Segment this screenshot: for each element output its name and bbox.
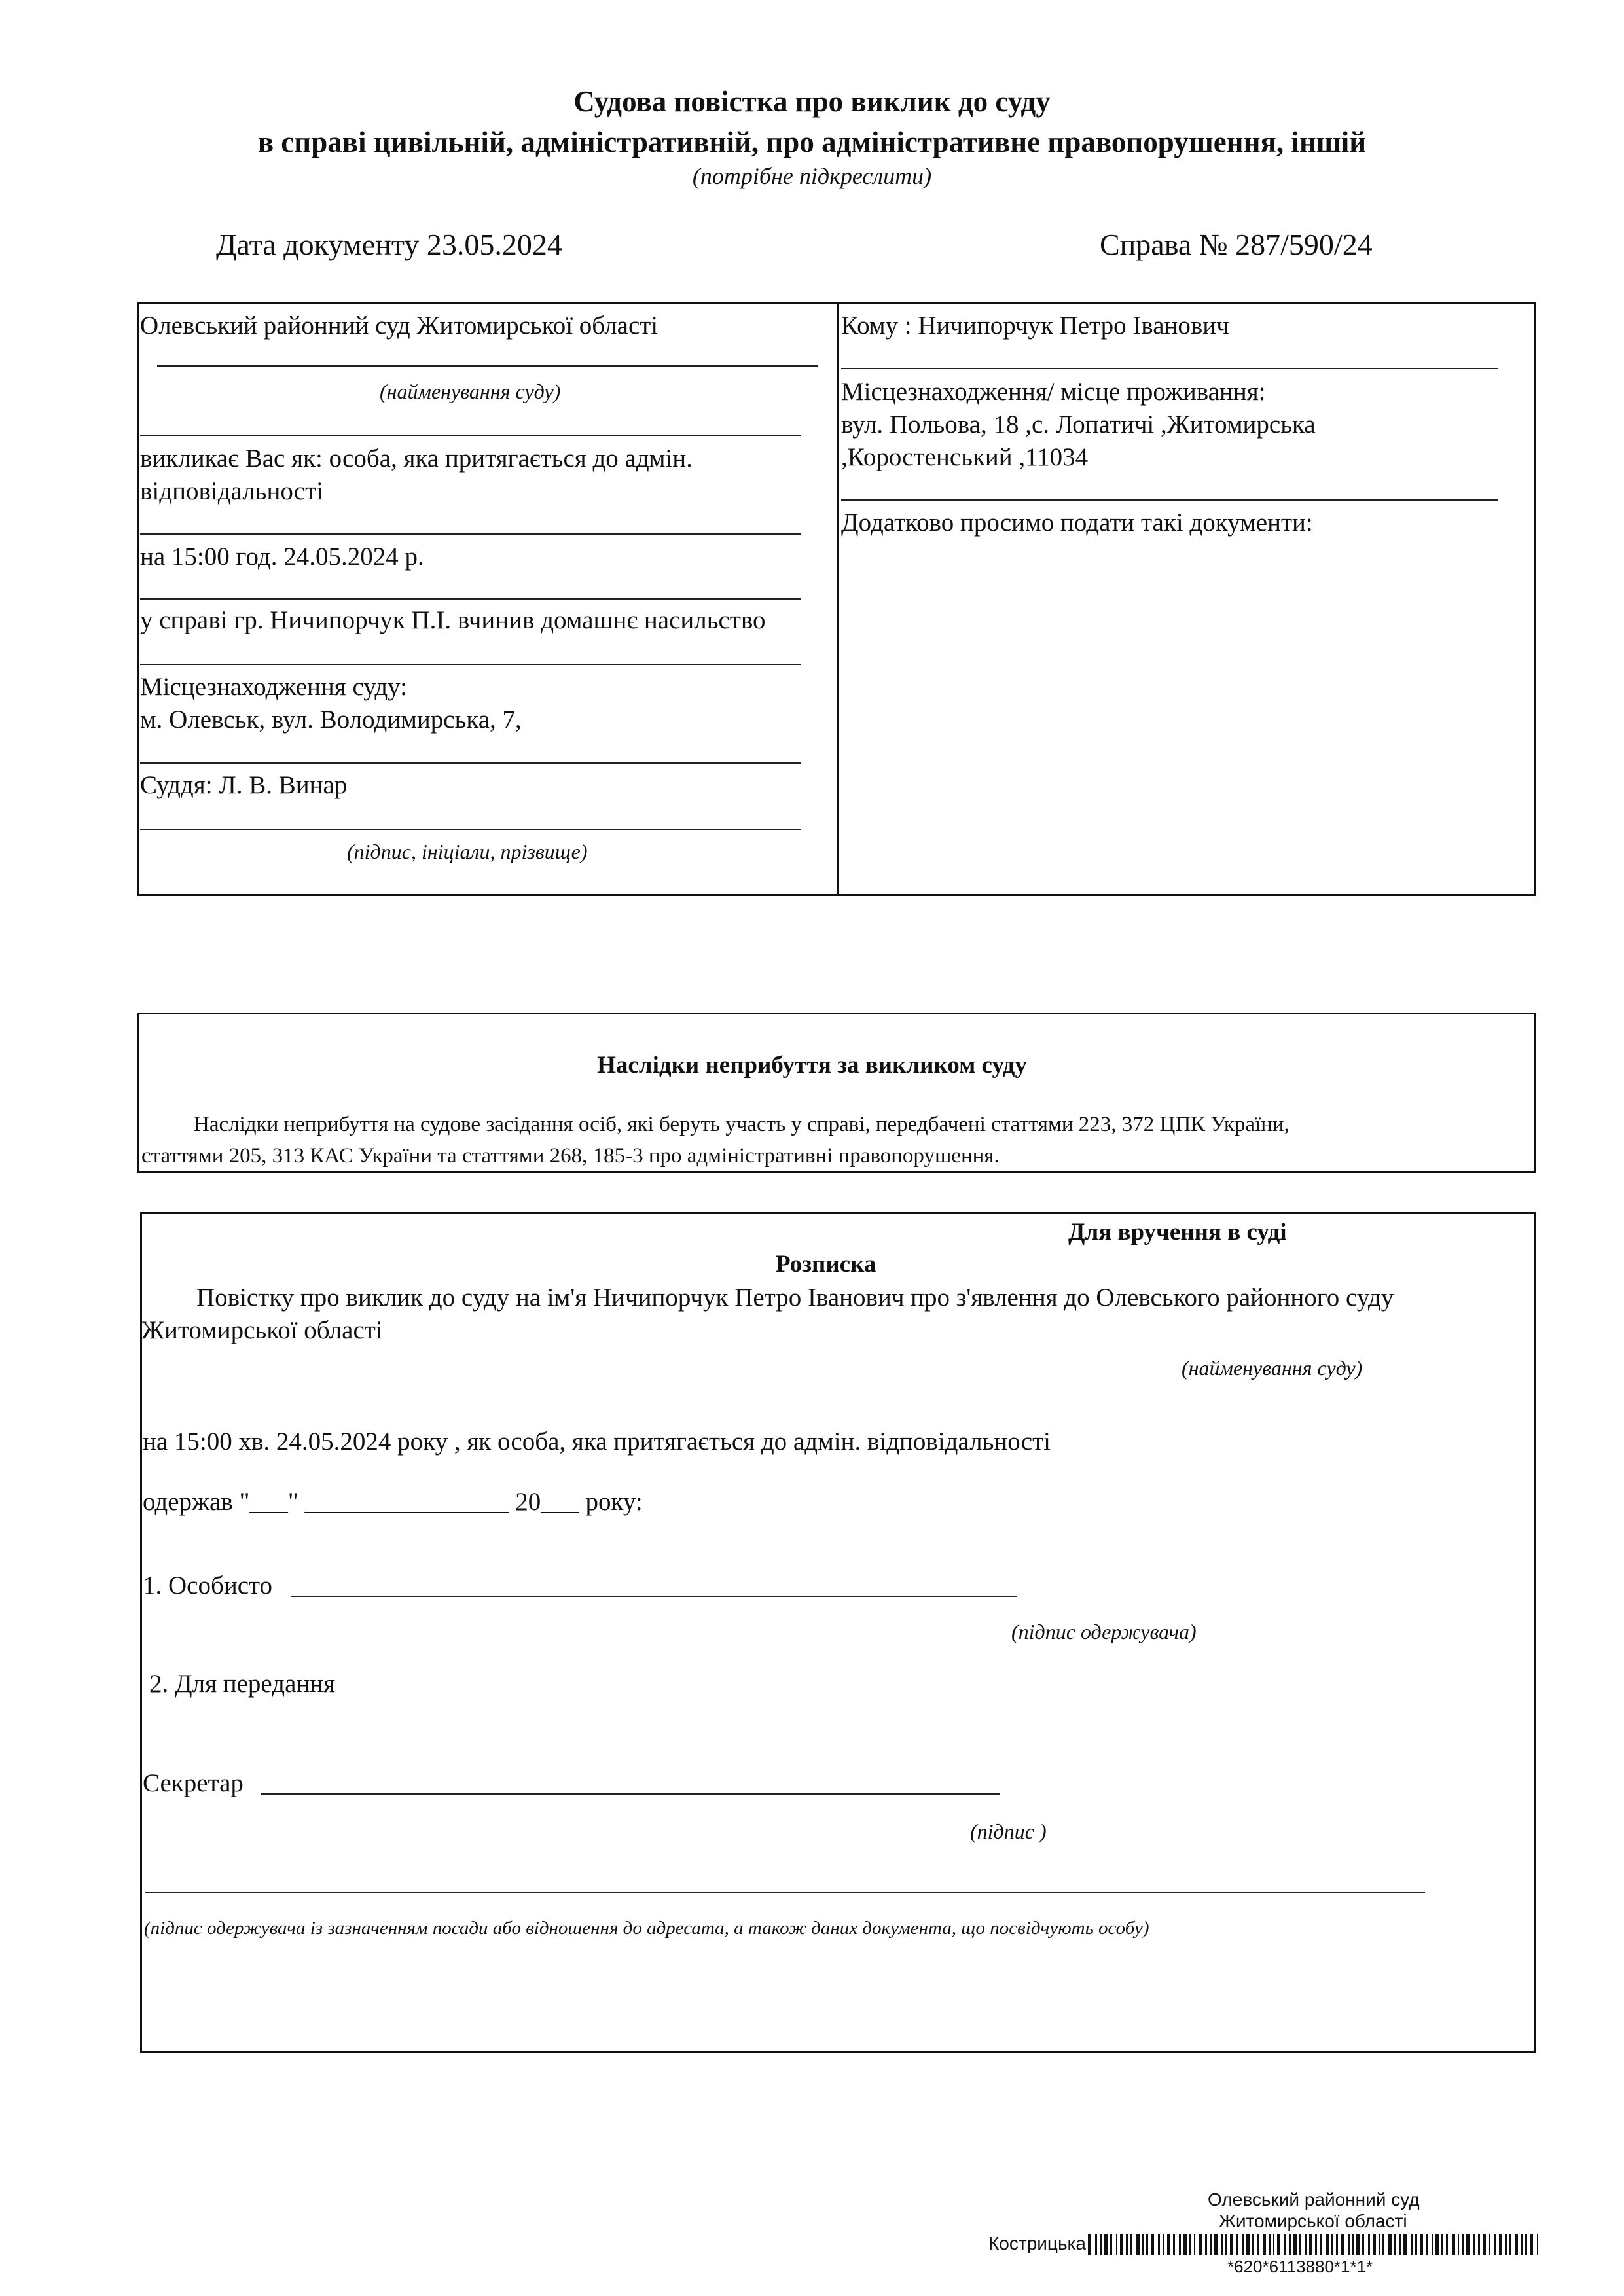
barcode-bar — [1289, 2234, 1291, 2255]
barcode-bar — [1473, 2234, 1475, 2255]
barcode-bar — [1136, 2234, 1140, 2255]
receipt-text-line2: Житомирської області — [141, 1316, 383, 1344]
recipient-signature-note: (підпис одержувача) — [1011, 1620, 1197, 1643]
judge-signature-note: (підпис, ініціали, прізвище) — [347, 840, 588, 863]
barcode-bar — [1173, 2234, 1175, 2255]
barcode-bar — [1225, 2234, 1227, 2255]
barcode-bar — [1505, 2234, 1507, 2255]
barcode-bar — [1210, 2234, 1212, 2255]
barcode-bar — [1205, 2234, 1207, 2255]
court-location: м. Олевськ, вул. Володимирська, 7, — [140, 706, 522, 734]
barcode-bar — [1277, 2234, 1280, 2255]
address-rule — [841, 499, 1498, 501]
address-line1: вул. Польова, 18 ,с. Лопатичі ,Житомирська — [841, 410, 1316, 439]
barcode-bar — [1179, 2234, 1181, 2255]
barcode-bar — [1368, 2234, 1370, 2255]
address-line2: ,Коростенський ,11034 — [841, 443, 1089, 471]
barcode-bar — [1100, 2234, 1102, 2255]
underline-note: (потрібне підкреслити) — [692, 163, 932, 189]
barcode-bar — [1273, 2234, 1274, 2255]
barcode-bar — [1257, 2234, 1259, 2255]
separator-rule — [140, 762, 801, 764]
barcode-bar — [1189, 2234, 1191, 2255]
document-date: Дата документу 23.05.2024 — [216, 228, 562, 261]
barcode-bar — [1494, 2234, 1496, 2255]
barcode-bar — [1537, 2234, 1538, 2255]
secretary-signature-line — [261, 1793, 1000, 1795]
barcode-bar — [1441, 2234, 1443, 2255]
case-matter: у справі гр. Ничипорчук П.І. вчинив домашнє насильство — [140, 606, 766, 634]
barcode-bar — [1379, 2234, 1380, 2255]
barcode-bar — [1341, 2234, 1344, 2255]
barcode-bar — [1530, 2234, 1533, 2255]
column-divider — [837, 302, 839, 896]
barcode-bar — [1415, 2234, 1417, 2255]
court-name-rule — [157, 365, 818, 367]
recipient-name: Кому : Ничипорчук Петро Іванович — [841, 312, 1229, 340]
barcode-bar — [1142, 2234, 1144, 2255]
received-date-line: одержав "___" ________________ 20___ року: — [143, 1488, 643, 1516]
barcode-bar — [1230, 2234, 1233, 2255]
barcode-bar — [1356, 2234, 1360, 2255]
barcode-bar — [1388, 2234, 1392, 2255]
receipt-court-note: (найменування суду) — [1182, 1356, 1363, 1380]
barcode-bar — [1525, 2234, 1527, 2255]
barcode-bar — [1214, 2234, 1218, 2255]
court-location-label: Місцезнаходження суду: — [140, 673, 407, 701]
barcode-bar — [1130, 2234, 1132, 2255]
barcode-bar — [1403, 2234, 1407, 2255]
secretary-signature-note: (підпис ) — [970, 1820, 1047, 1843]
barcode-bar — [1309, 2234, 1312, 2255]
separator-rule — [140, 533, 801, 535]
barcode-bar — [1446, 2234, 1448, 2255]
barcode-bar — [1382, 2234, 1384, 2255]
personally-label: 1. Особисто — [143, 1571, 273, 1600]
barcode-bar — [1509, 2234, 1511, 2255]
barcode-bar — [1146, 2234, 1148, 2255]
barcode-bar — [1499, 2234, 1502, 2255]
barcode-bar — [1305, 2234, 1307, 2255]
recipient-rule — [841, 368, 1498, 369]
barcode-bar — [1284, 2234, 1286, 2255]
barcode-bar — [1452, 2234, 1455, 2255]
barcode-bar — [1348, 2234, 1350, 2255]
stamp-clerk: Кострицька — [988, 2233, 1086, 2253]
barcode-bar — [1183, 2234, 1187, 2255]
barcode-bar — [1411, 2234, 1413, 2255]
barcode-bar — [1315, 2234, 1317, 2255]
barcode-bar — [1299, 2234, 1301, 2255]
barcode-bar — [1199, 2234, 1202, 2255]
summons-role-line2: відповідальності — [140, 477, 323, 505]
barcode-bar — [1194, 2234, 1195, 2255]
recipient-full-signature-line — [145, 1892, 1425, 1893]
barcode-bar — [1515, 2234, 1518, 2255]
barcode-bar — [1394, 2234, 1396, 2255]
barcode-bar — [1352, 2234, 1354, 2255]
barcode-bar — [1242, 2234, 1244, 2255]
secretary-label: Секретар — [143, 1769, 244, 1797]
barcode-bar — [1326, 2234, 1329, 2255]
barcode-bar — [1126, 2234, 1128, 2255]
barcode-bar — [1336, 2234, 1338, 2255]
court-name: Олевський районний суд Житомирської області — [140, 312, 659, 340]
court-name-note: (найменування суду) — [380, 380, 561, 403]
barcode-bar — [1320, 2234, 1322, 2255]
for-court-delivery: Для вручення в суді — [1068, 1219, 1287, 1246]
document-subtitle: в справі цивільній, адміністративній, про адміністративне правопорушення, іншій — [257, 126, 1367, 158]
barcode-bar — [1466, 2234, 1470, 2255]
recipient-id-note: (підпис одержувача із зазначенням посади або відношення до адресата, а також даних документа, що посвідчують особу) — [144, 1918, 1149, 1939]
barcode-bar — [1373, 2234, 1376, 2255]
documents-request: Додатково просимо подати такі документи: — [841, 509, 1313, 537]
barcode — [1088, 2234, 1546, 2255]
barcode-bar — [1236, 2234, 1238, 2255]
barcode-bar — [1462, 2234, 1464, 2255]
barcode-bar — [1104, 2234, 1108, 2255]
judge-name: Суддя: Л. В. Винар — [140, 771, 348, 799]
barcode-bar — [1399, 2234, 1401, 2255]
barcode-bar — [1362, 2234, 1364, 2255]
barcode-bar — [1432, 2234, 1433, 2255]
for-transfer-label: 2. Для передання — [149, 1670, 336, 1698]
barcode-bar — [1489, 2234, 1490, 2255]
receipt-text-line1: Повістку про виклик до суду на ім'я Ничипорчук Петро Іванович про з'явлення до Олевського районного суду — [196, 1283, 1394, 1312]
personal-signature-line — [291, 1596, 1017, 1597]
consequences-text-line1: Наслідки неприбуття на судове засідання осіб, які беруть участь у справі, передбачені статтями 223, 372 ЦПК України, — [194, 1113, 1290, 1136]
barcode-bar — [1158, 2234, 1160, 2255]
barcode-bar — [1116, 2234, 1117, 2255]
barcode-bar — [1167, 2234, 1170, 2255]
barcode-bar — [1420, 2234, 1423, 2255]
barcode-bar — [1095, 2234, 1097, 2255]
barcode-bar — [1110, 2234, 1112, 2255]
judge-signature-rule — [140, 829, 801, 830]
document-title: Судова повістка про виклик до суду — [573, 85, 1051, 118]
barcode-bar — [1293, 2234, 1297, 2255]
residence-label: Місцезнаходження/ місце проживання: — [841, 378, 1266, 406]
barcode-bar — [1458, 2234, 1459, 2255]
separator-rule — [140, 598, 801, 600]
barcode-bar — [1120, 2234, 1123, 2255]
stamp-court-line2: Житомирської області — [1219, 2211, 1407, 2231]
receipt-time-line: на 15:00 хв. 24.05.2024 року , як особа, яка притягається до адмін. відповідальності — [143, 1427, 1051, 1456]
barcode-bar — [1221, 2234, 1223, 2255]
barcode-bar — [1163, 2234, 1164, 2255]
separator-rule — [140, 435, 801, 436]
consequences-heading: Наслідки неприбуття за викликом суду — [597, 1052, 1027, 1079]
barcode-bar — [1521, 2234, 1523, 2255]
consequences-text-line2: статтями 205, 313 КАС України та статтями 268, 185-3 про адміністративні правопорушення. — [141, 1144, 1000, 1168]
barcode-bar — [1478, 2234, 1480, 2255]
stamp-court-line1: Олевський районний суд — [1208, 2189, 1420, 2210]
separator-rule — [140, 664, 801, 665]
barcode-bar — [1246, 2234, 1250, 2255]
barcode-bar — [1483, 2234, 1486, 2255]
barcode-bar — [1088, 2234, 1091, 2255]
barcode-number: *620*6113880*1*1* — [1227, 2257, 1373, 2276]
hearing-time: на 15:00 год. 24.05.2024 р. — [140, 543, 424, 571]
barcode-bar — [1252, 2234, 1254, 2255]
receipt-heading: Розписка — [776, 1251, 876, 1278]
barcode-bar — [1151, 2234, 1154, 2255]
barcode-bar — [1331, 2234, 1333, 2255]
summons-role-line1: викликає Вас як: особа, яка притягається до адмін. — [140, 444, 693, 473]
barcode-bar — [1269, 2234, 1271, 2255]
barcode-bar — [1435, 2234, 1439, 2255]
barcode-bar — [1263, 2234, 1266, 2255]
case-number: Справа № 287/590/24 — [1100, 228, 1373, 261]
barcode-bar — [1426, 2234, 1428, 2255]
